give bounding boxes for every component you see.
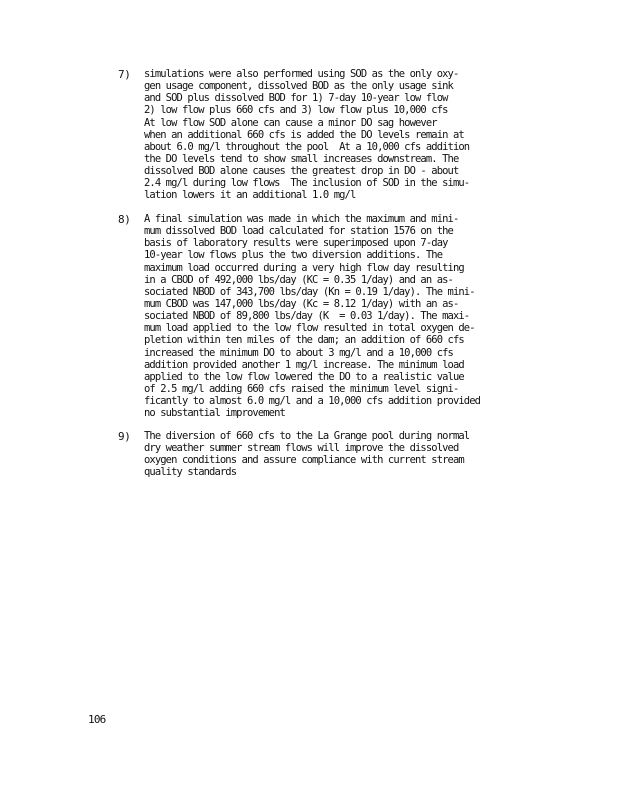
page-number: 106 [88,713,106,726]
text-line: simulations were also performed using SOD as the only oxy- [144,68,459,80]
text-line: basis of laboratory results were superimposed upon 7-day [144,237,448,250]
text-line: increased the minimum DO to about 3 mg/l and a 10,000 cfs [144,346,453,359]
text-line: dissolved BOD alone causes the greatest drop in DO - about [144,165,459,178]
text-line: when an additional 660 cfs is added the DO levels remain at [144,128,464,141]
item-number: 8) [118,213,131,226]
text-line: no substantial improvement [144,407,285,420]
text-line: applied to the low flow lowered the DO to a realistic value [144,370,464,383]
text-line: quality standards [144,466,237,479]
text-line: mum dissolved BOD load calculated for station 1576 on the [144,225,453,238]
text-line: ficantly to almost 6.0 mg/l and a 10,000 cfs addition provided [144,395,481,408]
text-line: about 6.0 mg/l throughout the pool At a 10,000 cfs addition [144,140,470,153]
text-line: oxygen conditions and assure compliance with current stream [144,454,464,467]
text-line: A final simulation was made in which the maximum and mini- [144,213,459,225]
text-line: sociated NBOD of 343,700 lbs/day (Kn = 0.19 1/day). The mini- [144,285,475,298]
text-line: pletion within ten miles of the dam; an addition of 660 cfs [144,334,464,347]
text-line: the DO levels tend to show small increases downstream. The [144,152,459,165]
text-line: At low flow SOD alone can cause a minor DO sag however [144,116,437,129]
item-number: 7) [118,68,131,81]
text-line: 2.4 mg/l during low flows The inclusion of SOD in the simu- [144,177,470,190]
text-line: 2) low flow plus 660 cfs and 3) low flow plus 10,000 cfs [144,104,448,117]
text-line: 10-year low flows plus the two diversion additions. The [144,249,443,262]
text-line: addition provided another 1 mg/l increase. The minimum load [144,358,464,371]
text-line: and SOD plus dissolved BOD for 1) 7-day 10-year low flow [144,92,448,105]
text-line: gen usage component, dissolved BOD as the only usage sink [144,80,453,93]
text-line: mum CBOD was 147,000 lbs/day (Kc = 8.12 1/day) with an as- [144,297,459,310]
text-line: The diversion of 660 cfs to the La Grange pool during normal [144,430,470,442]
item-paragraph [144,213,524,419]
text-line: of 2.5 mg/l adding 660 cfs raised the minimum level signi- [144,382,459,395]
item-paragraph [144,430,524,479]
text-line: sociated NBOD of 89,800 lbs/day (K = 0.03 1/day). The maxi- [144,310,470,323]
item-number: 9) [118,430,131,443]
item-paragraph [144,68,524,202]
text-line: mum load applied to the low flow resulted in total oxygen de- [144,322,475,335]
text-line: dry weather summer stream flows will improve the dissolved [144,442,459,455]
text-line: in a CBOD of 492,000 lbs/day (KC = 0.35 1/day) and an as- [144,273,453,286]
text-line: lation lowers it an additional 1.0 mg/l [144,189,356,202]
text-line: maximum load occurred during a very high flow day resulting [144,261,464,274]
